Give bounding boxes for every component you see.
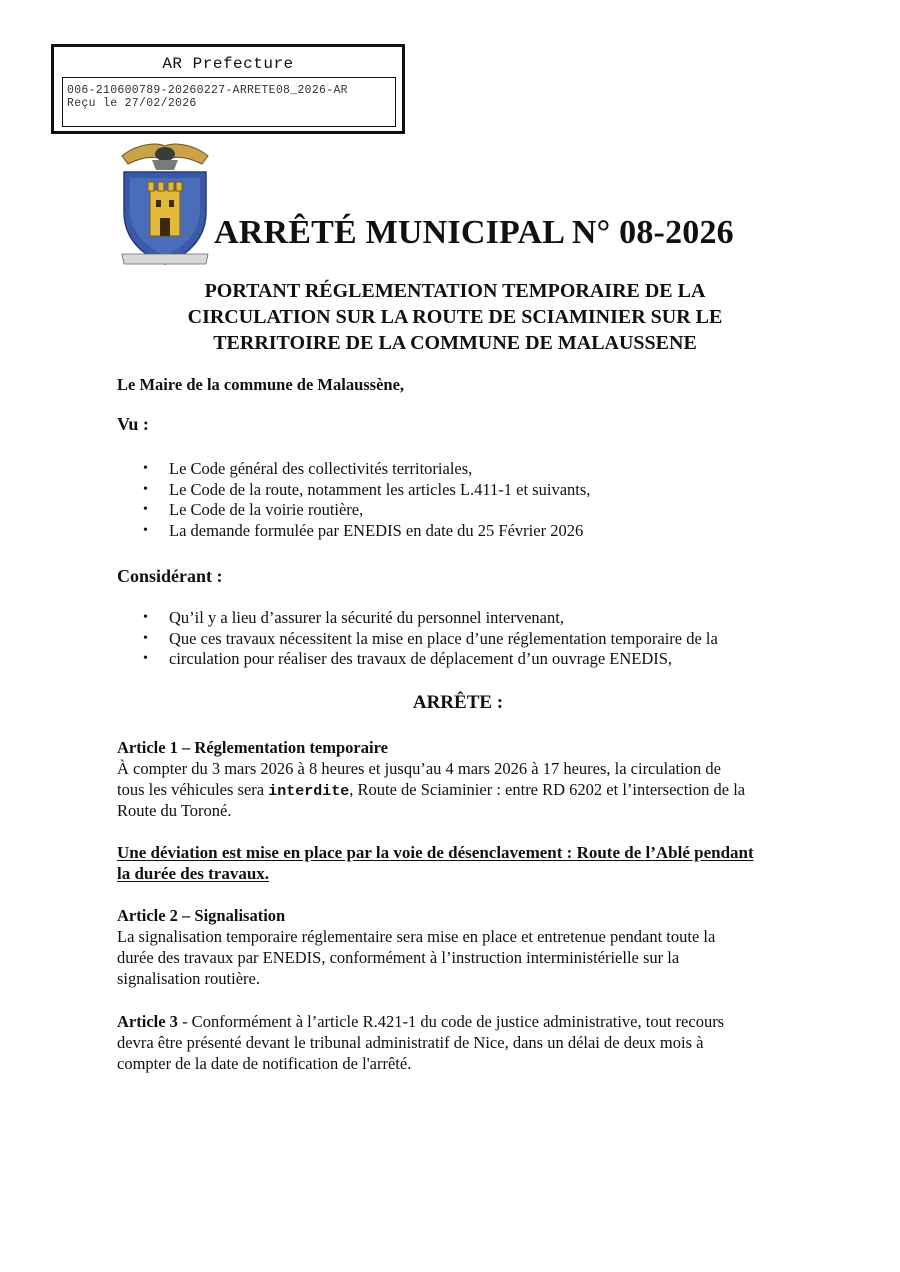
article-3-line: devra être présenté devant le tribunal administratif de Nice, dans un délai de deux mois à (117, 1033, 704, 1052)
list-item: • Le Code de la route, notamment les articles L.411-1 et suivants, (143, 480, 590, 501)
article-1-line (117, 779, 745, 802)
article-1-line: Route du Toroné. (117, 801, 232, 820)
article-2-line: signalisation routière. (117, 969, 260, 988)
considerant-list (143, 608, 718, 670)
article-1-title: Article 1 – Réglementation temporaire (117, 738, 388, 757)
article-2-title: Article 2 – Signalisation (117, 906, 286, 925)
article-3-line (117, 1011, 724, 1032)
mayor-intro: Le Maire de la commune de Malaussène, (117, 375, 405, 394)
vu-list (143, 459, 590, 541)
stamp-received-date: Reçu le 27/02/2026 (67, 97, 197, 110)
article-2-line: La signalisation temporaire réglementaire sera mise en place et entretenue pendant toute la (117, 927, 716, 946)
subtitle-line: PORTANT RÉGLEMENTATION TEMPORAIRE DE LA (204, 280, 706, 302)
vu-heading: Vu : (117, 414, 149, 434)
article-2-line: durée des travaux par ENEDIS, conformément à l’instruction interministérielle sur la (117, 948, 680, 967)
list-item: • La demande formulée par ENEDIS en date du 25 Février 2026 (143, 521, 590, 542)
list-item: • Le Code de la voirie routière, (143, 500, 590, 521)
article-1-text: tous les véhicules sera (117, 780, 269, 799)
article-1-line: À compter du 3 mars 2026 à 8 heures et jusqu’au 4 mars 2026 à 17 heures, la circulation de (117, 759, 721, 778)
arrete-heading: ARRÊTE : (412, 692, 504, 713)
prefecture-stamp (51, 44, 405, 134)
page-subtitle (150, 278, 760, 356)
list-item: • Qu’il y a lieu d’assurer la sécurité du personnel intervenant, (143, 608, 718, 629)
article-1-text: , Route de Sciaminier : entre RD 6202 et l’intersection de la (349, 780, 746, 799)
stamp-reference-box (62, 77, 396, 127)
coat-of-arms-tower-icon (116, 138, 214, 268)
article-3-title: Article 3 (117, 1012, 178, 1031)
list-item (143, 649, 718, 670)
article-3-line: compter de la date de notification de l'arrêté. (117, 1054, 412, 1073)
deviation-notice: la durée des travaux. (117, 864, 270, 883)
article-1-emphasis: interdite (268, 783, 350, 800)
subtitle-line: TERRITOIRE DE LA COMMUNE DE MALAUSSENE (213, 332, 697, 354)
page-title: ARRÊTÉ MUNICIPAL N° 08-2026 (214, 214, 734, 251)
considerant-heading: Considérant : (117, 566, 223, 586)
stamp-title: AR Prefecture (162, 55, 294, 73)
list-item: • Que ces travaux nécessitent la mise en place d’une réglementation temporaire de la (143, 629, 718, 650)
list-item: • Le Code général des collectivités territoriales, (143, 459, 590, 480)
list-item-continuation: circulation pour réaliser des travaux de déplacement d’un ouvrage ENEDIS, (169, 649, 673, 668)
stamp-reference: 006-210600789-20260227-ARRETE08_2026-AR (67, 84, 348, 97)
subtitle-line: CIRCULATION SUR LA ROUTE DE SCIAMINIER SUR LE (187, 306, 723, 328)
deviation-notice: Une déviation est mise en place par la voie de désenclavement : Route de l’Ablé pendant (117, 843, 754, 862)
article-3-text: - Conformément à l’article R.421-1 du code de justice administrative, tout recours (177, 1012, 725, 1031)
